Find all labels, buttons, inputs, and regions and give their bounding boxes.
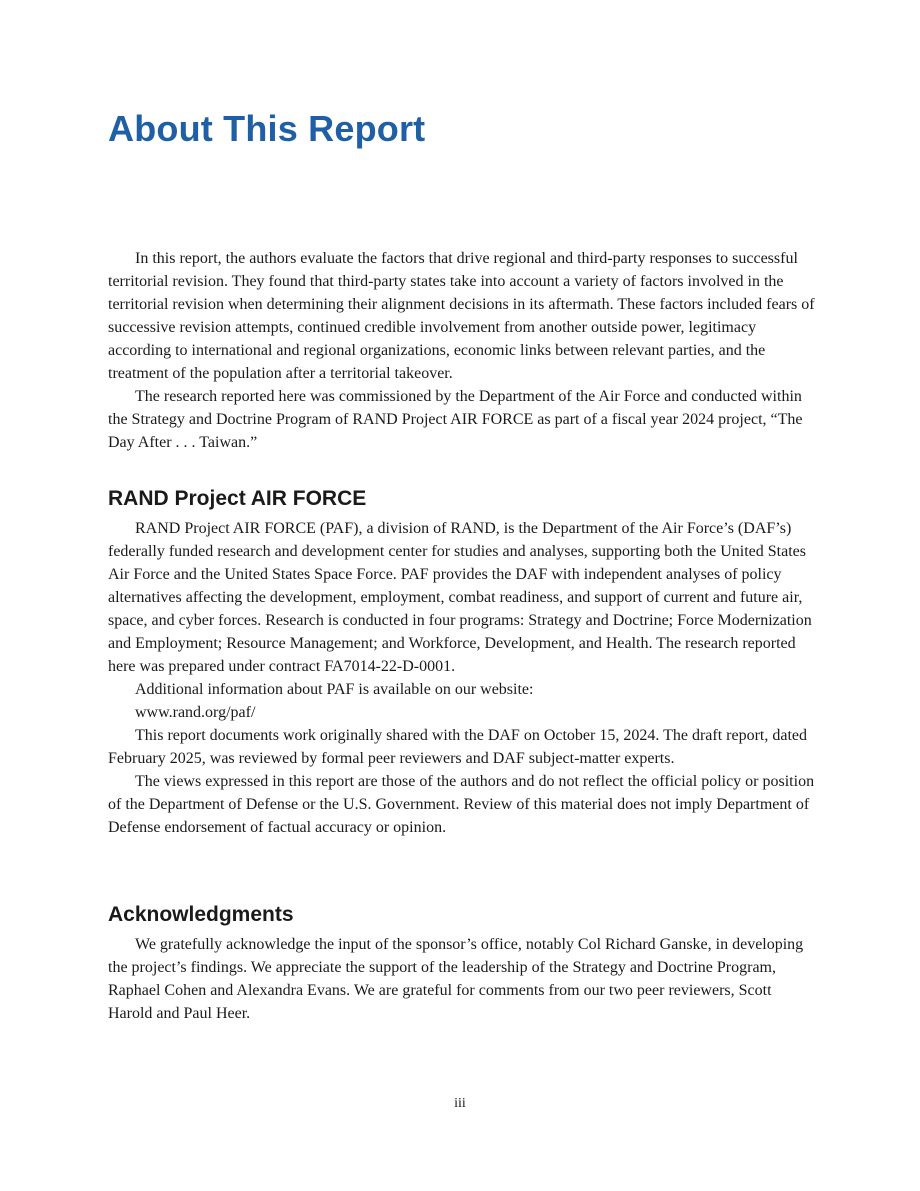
page-title: About This Report (108, 108, 426, 149)
paf-paragraph: RAND Project AIR FORCE (PAF), a division of RAND, is the Department of the Air Force’s (DAF’s) federally funded research and development center for studies and analyses, supporting both the United States Air Force and the United States Space Force. PAF provides the DAF with independent analyses of policy alternatives affecting the development, employment, combat readiness, and support of current and future air, space, and cyber forces. Research is conducted in four programs: Strategy and Doctrine; Force Modernization and Employment; Resource Management; and Workforce, Development, and Health. The research reported here was prepared under contract FA7014-22-D-0001. (108, 520, 812, 675)
paf-website-link[interactable]: www.rand.org/paf/ (135, 704, 256, 721)
page-number: iii (454, 1096, 466, 1111)
paf-paragraph: The views expressed in this report are those of the authors and do not reflect the official policy or position of the Department of Defense or the U.S. Government. Review of this material does not imply Department of Defense endorsement of factual accuracy or opinion. (108, 773, 815, 836)
acknowledgments-section (108, 903, 818, 1025)
paf-section (108, 487, 818, 839)
acknowledgments-heading: Acknowledgments (108, 903, 294, 926)
intro-paragraph: The research reported here was commissioned by the Department of the Air Force and conducted within the Strategy and Doctrine Program of RAND Project AIR FORCE as part of a fiscal year 2024 project, “The Day After . . . Taiwan.” (108, 388, 803, 451)
intro-paragraph: In this report, the authors evaluate the factors that drive regional and third-party responses to successful territorial revision. They found that third-party states take into account a variety of factors involved in the territorial revision when determining their alignment decisions in its aftermath. These factors included fears of successive revision attempts, continued credible involvement from another outside power, legitimacy according to international and regional organizations, economic links between relevant parties, and the treatment of the population after a territorial takeover. (108, 250, 815, 382)
paf-paragraph: This report documents work originally shared with the DAF on October 15, 2024. The draft report, dated February 2025, was reviewed by formal peer reviewers and DAF subject-matter experts. (108, 727, 807, 767)
acknowledgments-paragraph: We gratefully acknowledge the input of the sponsor’s office, notably Col Richard Ganske, in developing the project’s findings. We appreciate the support of the leadership of the Strategy and Doctrine Program, Raphael Cohen and Alexandra Evans. We are grateful for comments from our two peer reviewers, Scott Harold and Paul Heer. (108, 936, 804, 1022)
intro-section (108, 247, 818, 454)
paf-heading: RAND Project AIR FORCE (108, 487, 367, 510)
paf-paragraph: Additional information about PAF is available on our website: (135, 681, 534, 698)
